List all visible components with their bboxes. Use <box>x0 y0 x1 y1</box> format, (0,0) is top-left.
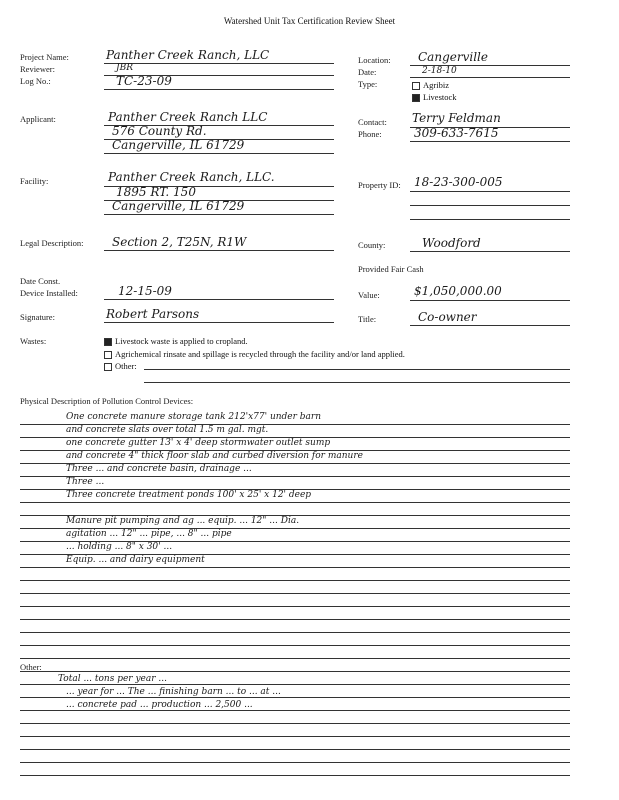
phone-label: Phone: <box>358 129 382 139</box>
other-rule <box>20 775 570 776</box>
property-id-value: 18-23-300-005 <box>414 175 503 189</box>
physical-line-8: Manure pit pumping and ag ... equip. ... 12" ... Dia. <box>66 516 300 526</box>
property-id-line-2 <box>410 205 570 206</box>
county-value: Woodford <box>422 236 481 250</box>
other-label: Other: <box>20 662 42 672</box>
contact-value: Terry Feldman <box>412 111 501 125</box>
checkbox-checked-icon <box>412 94 420 102</box>
physical-description-rule <box>20 671 570 672</box>
applicant-value-2: 576 County Rd. <box>112 124 207 138</box>
physical-description-rule <box>20 632 570 633</box>
physical-description-rule <box>20 645 570 646</box>
title-line <box>410 325 570 326</box>
other-rule <box>20 684 570 685</box>
other-rule <box>20 697 570 698</box>
type-label: Type: <box>358 79 378 89</box>
physical-line-6: Three ... <box>66 477 105 487</box>
property-id-line-3 <box>410 219 570 220</box>
facility-value-2: 1895 RT. 150 <box>116 185 196 199</box>
date-label: Date: <box>358 67 377 77</box>
checkbox-icon <box>412 82 420 90</box>
waste-option-livestock[interactable]: Livestock waste is applied to cropland. <box>104 336 248 346</box>
reviewer-value: JBR <box>116 63 133 73</box>
date-value: 2-18-10 <box>422 66 457 76</box>
waste-other-line-2 <box>144 382 570 383</box>
provided-fair-cash-label: Provided Fair Cash <box>358 264 424 274</box>
applicant-line-3 <box>104 153 334 154</box>
county-line <box>410 251 570 252</box>
legal-description-line <box>104 250 334 251</box>
log-no-label: Log No.: <box>20 76 51 86</box>
applicant-value-1: Panther Creek Ranch LLC <box>108 110 268 124</box>
device-installed-value: 12-15-09 <box>118 284 172 298</box>
title-value: Co-owner <box>418 310 477 324</box>
county-label: County: <box>358 240 386 250</box>
reviewer-label: Reviewer: <box>20 64 55 74</box>
other-rule <box>20 762 570 763</box>
physical-line-11: Equip. ... and dairy equipment <box>66 555 205 565</box>
title-label: Title: <box>358 314 377 324</box>
physical-line-4: and concrete 4" thick floor slab and curbed diversion for manure <box>66 451 363 461</box>
type-option-livestock[interactable]: Livestock <box>412 92 457 102</box>
legal-description-label: Legal Description: <box>20 238 84 248</box>
other-rule <box>20 736 570 737</box>
page-title: Watershed Unit Tax Certification Review Sheet <box>223 16 396 26</box>
physical-description-rule <box>20 606 570 607</box>
physical-line-5: Three ... and concrete basin, drainage ... <box>66 464 252 474</box>
phone-line <box>410 141 570 142</box>
facility-value-1: Panther Creek Ranch, LLC. <box>108 170 275 184</box>
physical-description-rule <box>20 502 570 503</box>
value-line <box>410 300 570 301</box>
other-line-2: ... year for ... The ... finishing barn ... to ... at ... <box>66 687 281 697</box>
physical-description-rule <box>20 619 570 620</box>
signature-line <box>104 322 334 323</box>
physical-line-10: ... holding ... 8" x 30' ... <box>66 542 173 552</box>
physical-line-1: One concrete manure storage tank 212'x77' under barn <box>66 412 322 422</box>
other-rule <box>20 749 570 750</box>
other-line-1: Total ... tons per year ... <box>58 674 167 684</box>
device-installed-label: Device Installed: <box>20 288 78 298</box>
log-no-value: TC-23-09 <box>116 74 172 88</box>
fair-cash-value: $1,050,000.00 <box>414 284 502 298</box>
physical-description-rule <box>20 658 570 659</box>
checkbox-checked-icon <box>104 338 112 346</box>
checkbox-icon <box>104 363 112 371</box>
type-option-agribiz[interactable]: Agribiz <box>412 80 449 90</box>
other-line-3: ... concrete pad ... production ... 2,500 ... <box>66 700 253 710</box>
facility-line-3 <box>104 214 334 215</box>
waste-other-line-1 <box>144 369 570 370</box>
physical-line-9: agitation ... 12" ... pipe, ... 8" ... pipe <box>66 529 232 539</box>
project-name-value: Panther Creek Ranch, LLC <box>106 48 270 62</box>
project-name-label: Project Name: <box>20 52 69 62</box>
waste-option-agrichemical[interactable]: Agrichemical rinsate and spillage is recycled through the facility and/or land applied. <box>104 349 405 359</box>
applicant-value-3: Cangerville, IL 61729 <box>112 138 245 152</box>
physical-line-3: one concrete gutter 13' x 4' deep stormwater outlet sump <box>66 438 331 448</box>
property-id-line-1 <box>410 191 570 192</box>
contact-label: Contact: <box>358 117 387 127</box>
physical-line-2: and concrete slats over total 1.5 m gal. mgt. <box>66 425 269 435</box>
other-rule <box>20 723 570 724</box>
value-label: Value: <box>358 290 380 300</box>
location-label: Location: <box>358 55 391 65</box>
facility-label: Facility: <box>20 176 49 186</box>
log-no-line <box>104 89 334 90</box>
physical-description-rule <box>20 593 570 594</box>
signature-value: Robert Parsons <box>106 307 200 321</box>
checkbox-icon <box>104 351 112 359</box>
wastes-label: Wastes: <box>20 336 47 346</box>
other-rule <box>20 710 570 711</box>
property-id-label: Property ID: <box>358 180 401 190</box>
legal-description-value: Section 2, T25N, R1W <box>112 235 247 249</box>
project-name-line <box>104 63 334 64</box>
date-line <box>410 77 570 78</box>
phone-value: 309-633-7615 <box>414 126 499 140</box>
physical-description-label: Physical Description of Pollution Control Devices: <box>20 396 194 406</box>
signature-label: Signature: <box>20 312 55 322</box>
date-const-label: Date Const. <box>20 276 61 286</box>
location-value: Cangerville <box>418 50 488 64</box>
device-installed-line <box>104 299 334 300</box>
physical-description-rule <box>20 580 570 581</box>
applicant-label: Applicant: <box>20 114 56 124</box>
physical-description-rule <box>20 567 570 568</box>
physical-line-7: Three concrete treatment ponds 100' x 25' x 12' deep <box>66 490 312 500</box>
waste-option-other[interactable]: Other: <box>104 361 137 371</box>
facility-value-3: Cangerville, IL 61729 <box>112 199 245 213</box>
